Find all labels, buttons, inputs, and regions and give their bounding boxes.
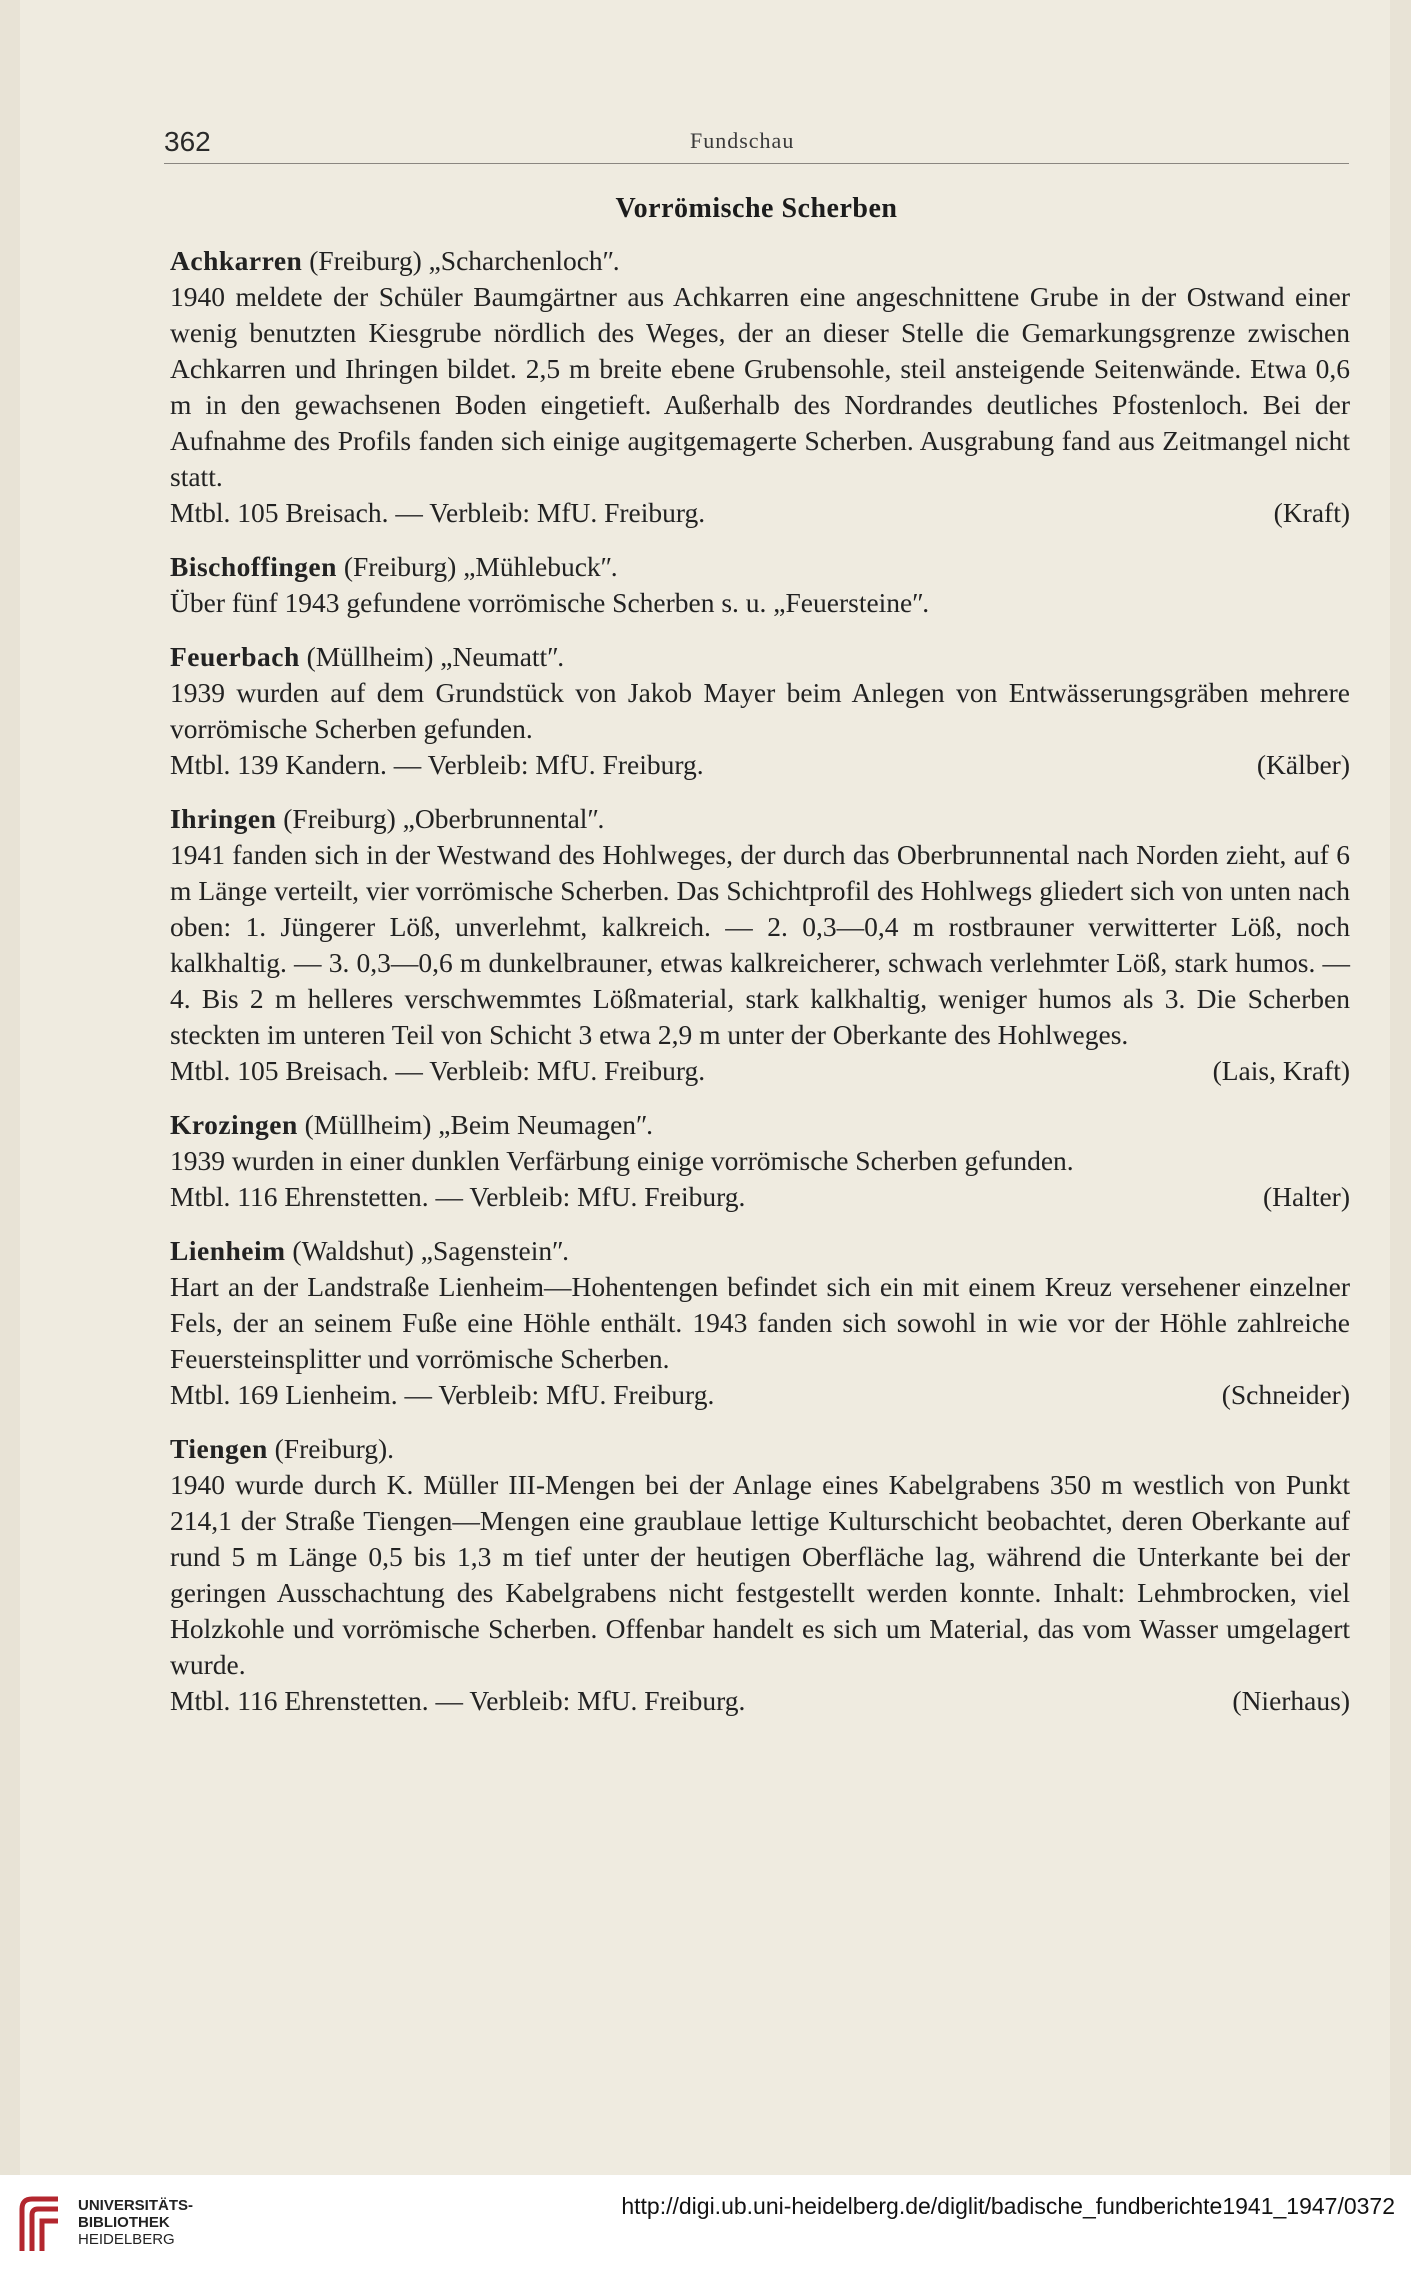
map-reference: Mtbl. 105 Breisach. — Verbleib: MfU. Freiburg. bbox=[170, 497, 706, 528]
entry-achkarren bbox=[170, 243, 1350, 531]
library-footer bbox=[0, 2175, 1411, 2273]
entries-list bbox=[170, 243, 1350, 1737]
entry-reference-line bbox=[170, 1179, 1350, 1215]
place-name: Bischoffingen bbox=[170, 551, 337, 582]
entry-author: (Halter) bbox=[1262, 1181, 1350, 1212]
entry-author: (Kälber) bbox=[1256, 749, 1350, 780]
place-name: Tiengen bbox=[170, 1433, 268, 1464]
entry-author: (Lais, Kraft) bbox=[1212, 1055, 1350, 1086]
entry-heading bbox=[170, 549, 1350, 585]
library-name-line: BIBLIOTHEK bbox=[78, 2214, 170, 2231]
map-reference: Mtbl. 116 Ehrenstetten. — Verbleib: MfU. Freiburg. bbox=[170, 1181, 746, 1212]
entry-body: 1939 wurden auf dem Grundstück von Jakob Mayer beim Anlegen von Entwässerungsgräben mehrere vorrömische Scherben gefunden. bbox=[170, 677, 1350, 744]
entry-feuerbach bbox=[170, 639, 1350, 783]
section-title: Vorrömische Scherben bbox=[615, 193, 898, 224]
entry-heading bbox=[170, 1107, 1350, 1143]
map-reference: Mtbl. 139 Kandern. — Verbleib: MfU. Freiburg. bbox=[170, 749, 704, 780]
source-url-link[interactable]: http://digi.ub.uni-heidelberg.de/diglit/badische_fundberichte1941_1947/0372 bbox=[621, 2193, 1395, 2219]
entry-reference-line bbox=[170, 747, 1350, 783]
entry-body: 1940 wurde durch K. Müller III-Mengen bei der Anlage eines Kabelgrabens 350 m westlich von Punkt 214,1 der Straße Tiengen—Mengen eine graublaue lettige Kulturschicht beobachtet, deren Oberkante auf rund 5 m Länge 0,5 bis 1,3 m tief unter der heutigen Oberfläche lag, während die Unterkante bei der geringen Ausschachtung des Kabelgrabens nicht festgestellt werden konnte. Inhalt: Lehmbrocken, viel Holzkohle und vorrömische Scherben. Offenbar handelt es sich um Material, das vom Wasser umgelagert wurde. bbox=[170, 1469, 1350, 1680]
entry-body: 1939 wurden in einer dunklen Verfärbung einige vorrömische Scherben gefunden. bbox=[170, 1145, 1074, 1176]
entry-body: Hart an der Landstraße Lienheim—Hohentengen befindet sich ein mit einem Kreuz versehener einzelner Fels, der an seinem Fuße eine Höhle enthält. 1943 fanden sich sowohl in wie vor der Höhle zahlreiche Feuersteinsplitter und vorrömische Scherben. bbox=[170, 1271, 1350, 1374]
place-name: Feuerbach bbox=[170, 641, 300, 672]
entry-reference-line bbox=[170, 495, 1350, 531]
place-name: Lienheim bbox=[170, 1235, 286, 1266]
entry-bischoffingen bbox=[170, 549, 1350, 621]
place-name: Krozingen bbox=[170, 1109, 298, 1140]
entry-body: 1941 fanden sich in der Westwand des Hohlweges, der durch das Oberbrunnental nach Norden zieht, auf 6 m Länge verteilt, vier vorrömische Scherben. Das Schichtprofil des Hohlwegs gliedert sich von unten nach oben: 1. Jüngerer Löß, unverlehmt, kalkreich. — 2. 0,3—0,4 m rostbrauner verwitterter Löß, noch kalkhaltig. — 3. 0,3—0,6 m dunkelbrauner, etwas kalkreicherer, schwach verlehmter Löß, stark humos. — 4. Bis 2 m helleres verschwemmtes Lößmaterial, stark kalkhaltig, weniger humos als 3. Die Scherben steckten im unteren Teil von Schicht 3 etwa 2,9 m unter der Oberkante des Hohlweges. bbox=[170, 839, 1350, 1050]
place-name: Ihringen bbox=[170, 803, 277, 834]
library-name-line: UNIVERSITÄTS- bbox=[78, 2197, 194, 2214]
entry-tiengen bbox=[170, 1431, 1350, 1719]
map-reference: Mtbl. 105 Breisach. — Verbleib: MfU. Freiburg. bbox=[170, 1055, 706, 1086]
library-name bbox=[78, 2197, 193, 2248]
entry-body: 1940 meldete der Schüler Baumgärtner aus Achkarren eine angeschnittene Grube in der Ostwand einer wenig benutzten Kiesgrube nördlich des Weges, der an dieser Stelle die Gemarkungsgrenze zwischen Achkarren und Ihringen bildet. 2,5 m breite ebene Grubensohle, steil ansteigende Seitenwände. Etwa 0,6 m in den gewachsenen Boden eingetieft. Außerhalb des Nordrandes deutliches Pfostenloch. Bei der Aufnahme des Profils fanden sich einige augitgemagerte Scherben. Ausgrabung fand aus Zeitmangel nicht statt. bbox=[170, 281, 1350, 492]
entry-heading bbox=[170, 1431, 1350, 1467]
entry-heading bbox=[170, 639, 1350, 675]
library-logo-icon bbox=[18, 2195, 64, 2253]
map-reference: Mtbl. 116 Ehrenstetten. — Verbleib: MfU. Freiburg. bbox=[170, 1685, 746, 1716]
entry-author: (Schneider) bbox=[1221, 1379, 1350, 1410]
library-name-line: HEIDELBERG bbox=[78, 2231, 175, 2248]
place-district: (Freiburg) „Scharchenlochʺ. bbox=[302, 245, 620, 276]
header-rule bbox=[164, 163, 1349, 164]
place-district: (Freiburg). bbox=[267, 1433, 395, 1464]
entry-body: Über fünf 1943 gefundene vorrömische Scherben s. u. „Feuersteineʺ. bbox=[170, 587, 930, 618]
entry-lienheim bbox=[170, 1233, 1350, 1413]
entry-krozingen bbox=[170, 1107, 1350, 1215]
place-district: (Müllheim) „Beim Neumagenʺ. bbox=[297, 1109, 653, 1140]
place-district: (Waldshut) „Sagensteinʺ. bbox=[285, 1235, 570, 1266]
entry-heading bbox=[170, 801, 1350, 837]
entry-author: (Kraft) bbox=[1273, 497, 1350, 528]
place-district: (Müllheim) „Neumattʺ. bbox=[299, 641, 565, 672]
entry-reference-line bbox=[170, 1683, 1350, 1719]
entry-ihringen bbox=[170, 801, 1350, 1089]
map-reference: Mtbl. 169 Lienheim. — Verbleib: MfU. Freiburg. bbox=[170, 1379, 715, 1410]
entry-author: (Nierhaus) bbox=[1232, 1685, 1350, 1716]
entry-heading bbox=[170, 1233, 1350, 1269]
place-name: Achkarren bbox=[170, 245, 303, 276]
running-head: Fundschau bbox=[690, 128, 795, 153]
entry-reference-line bbox=[170, 1377, 1350, 1413]
entry-reference-line bbox=[170, 1053, 1350, 1089]
entry-heading bbox=[170, 243, 1350, 279]
place-district: (Freiburg) „Mühlebuckʺ. bbox=[336, 551, 618, 582]
place-district: (Freiburg) „Oberbrunnentalʺ. bbox=[276, 803, 605, 834]
page-number: 362 bbox=[164, 126, 211, 157]
